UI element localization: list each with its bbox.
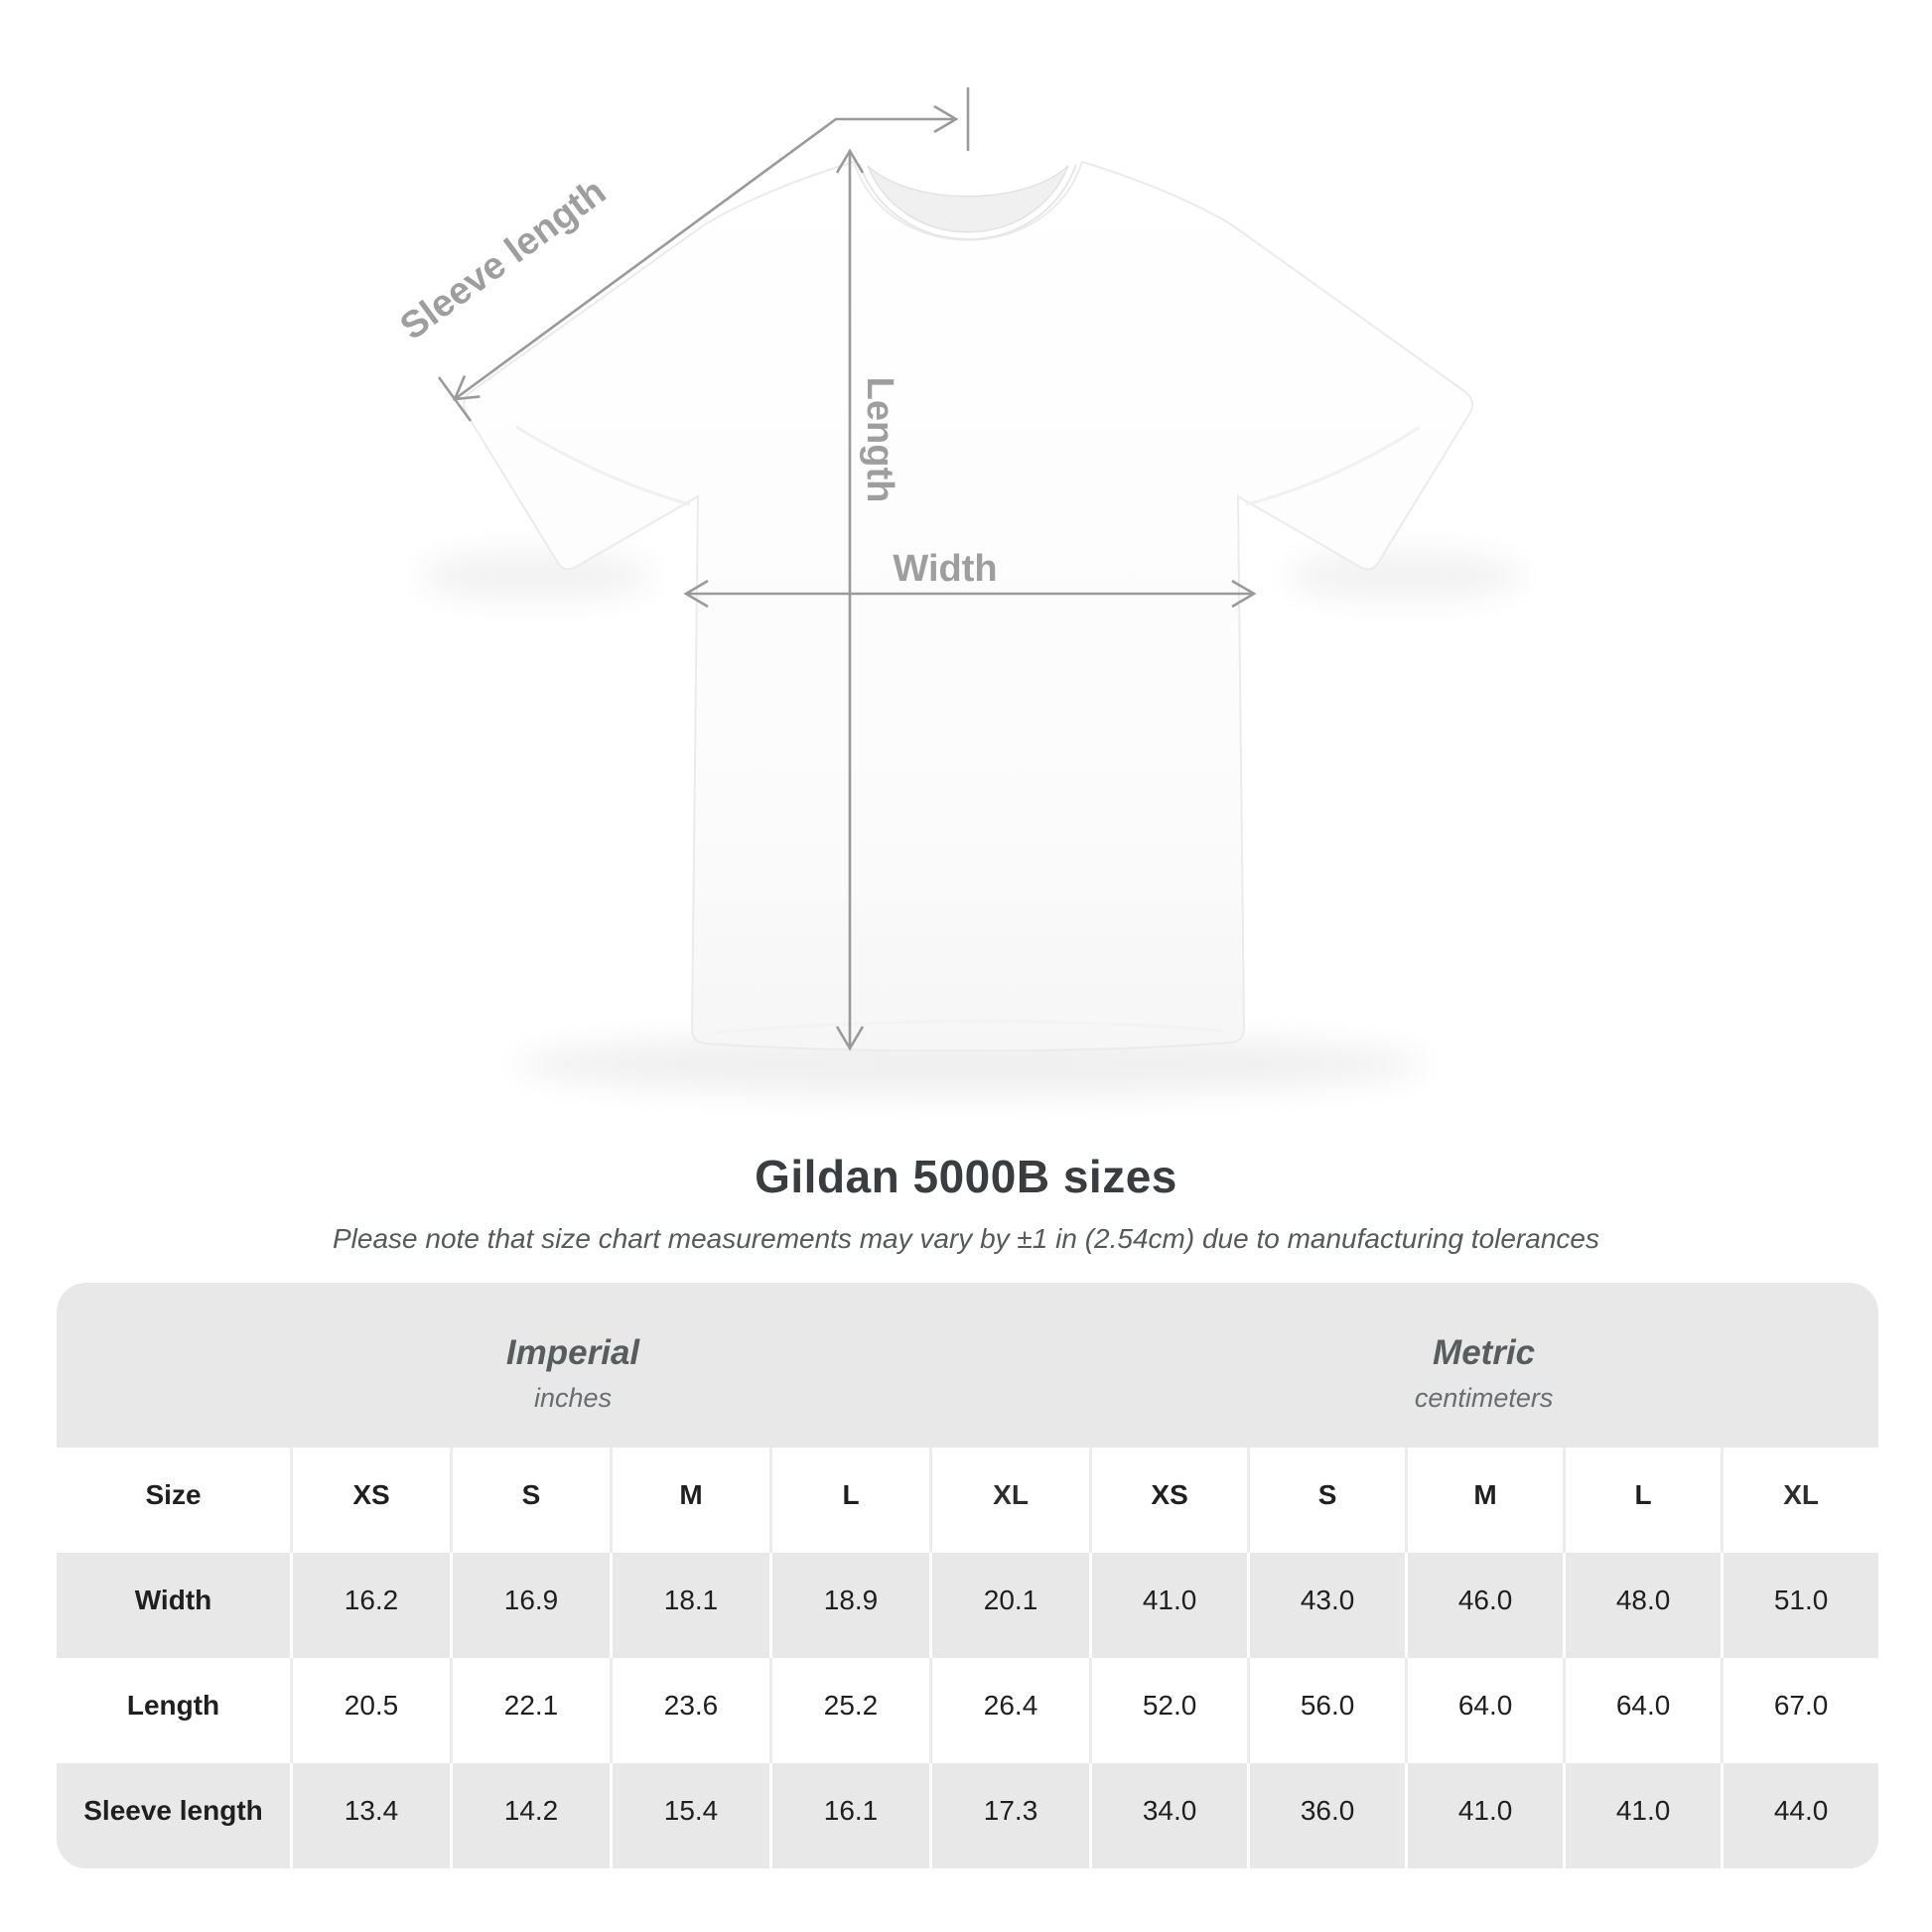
sleeve-length-row — [57, 1763, 1878, 1868]
sleeve-imperial-l: 16.1 — [769, 1763, 929, 1868]
sleeve-metric-l: 41.0 — [1563, 1763, 1721, 1868]
size-col-imperial-s: S — [450, 1448, 610, 1553]
length-imperial-l: 25.2 — [769, 1658, 929, 1763]
width-imperial-xs: 16.2 — [290, 1553, 450, 1658]
sleeve-imperial-xl: 17.3 — [929, 1763, 1089, 1868]
imperial-band — [57, 1283, 1089, 1448]
width-row-label: Width — [57, 1553, 290, 1658]
sleeve-imperial-m: 15.4 — [610, 1763, 769, 1868]
size-col-imperial-xs: XS — [290, 1448, 450, 1553]
length-metric-s: 56.0 — [1247, 1658, 1405, 1763]
length-metric-l: 64.0 — [1563, 1658, 1721, 1763]
size-col-metric-m: M — [1405, 1448, 1563, 1553]
size-col-imperial-l: L — [769, 1448, 929, 1553]
sleeve-length-label: Sleeve length — [392, 170, 614, 348]
size-col-imperial-m: M — [610, 1448, 769, 1553]
imperial-band-unit: inches — [534, 1383, 613, 1413]
size-table — [57, 1283, 1878, 1868]
sleeve-metric-m: 41.0 — [1405, 1763, 1563, 1868]
length-imperial-xs: 20.5 — [290, 1658, 450, 1763]
unit-band-row — [57, 1283, 1878, 1448]
length-imperial-m: 23.6 — [610, 1658, 769, 1763]
sleeve-metric-xs: 34.0 — [1089, 1763, 1247, 1868]
size-row-label: Size — [57, 1448, 290, 1553]
width-imperial-l: 18.9 — [769, 1553, 929, 1658]
metric-band-unit: centimeters — [1414, 1383, 1554, 1413]
sleeve-imperial-s: 14.2 — [450, 1763, 610, 1868]
size-col-metric-xl: XL — [1721, 1448, 1878, 1553]
sleeve-imperial-xs: 13.4 — [290, 1763, 450, 1868]
length-row-label: Length — [57, 1658, 290, 1763]
page-title: Gildan 5000B sizes — [755, 1151, 1177, 1202]
length-imperial-s: 22.1 — [450, 1658, 610, 1763]
size-col-metric-s: S — [1247, 1448, 1405, 1553]
length-metric-xs: 52.0 — [1089, 1658, 1247, 1763]
width-metric-m: 46.0 — [1405, 1553, 1563, 1658]
width-metric-s: 43.0 — [1247, 1553, 1405, 1658]
size-col-metric-xs: XS — [1089, 1448, 1247, 1553]
tshirt-image — [464, 162, 1472, 1050]
imperial-band-title: Imperial — [505, 1333, 640, 1372]
sleeve-metric-s: 36.0 — [1247, 1763, 1405, 1868]
width-row — [57, 1553, 1878, 1658]
length-metric-m: 64.0 — [1405, 1658, 1563, 1763]
size-col-metric-l: L — [1563, 1448, 1721, 1553]
width-imperial-m: 18.1 — [610, 1553, 769, 1658]
length-label: Length — [858, 376, 900, 503]
width-imperial-xl: 20.1 — [929, 1553, 1089, 1658]
width-imperial-s: 16.9 — [450, 1553, 610, 1658]
size-header-row — [57, 1448, 1878, 1553]
metric-band — [1089, 1283, 1878, 1448]
width-metric-xl: 51.0 — [1721, 1553, 1878, 1658]
width-label: Width — [893, 548, 998, 590]
metric-band-title: Metric — [1433, 1333, 1536, 1372]
sleeve-row-label: Sleeve length — [57, 1763, 290, 1868]
size-col-imperial-xl: XL — [929, 1448, 1089, 1553]
length-row — [57, 1658, 1878, 1763]
length-metric-xl: 67.0 — [1721, 1658, 1878, 1763]
sleeve-metric-xl: 44.0 — [1721, 1763, 1878, 1868]
length-imperial-xl: 26.4 — [929, 1658, 1089, 1763]
page-subtitle: Please note that size chart measurements may vary by ±1 in (2.54cm) due to manufacturing tolerances — [333, 1223, 1599, 1254]
width-metric-l: 48.0 — [1563, 1553, 1721, 1658]
width-metric-xs: 41.0 — [1089, 1553, 1247, 1658]
